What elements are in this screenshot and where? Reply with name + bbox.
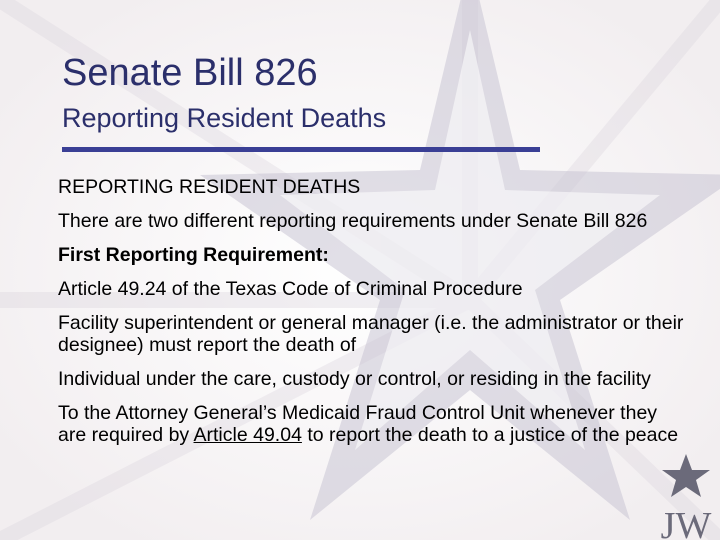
body-paragraph-3: Article 49.24 of the Texas Code of Criminal Procedure	[58, 278, 523, 300]
article-49-04-link[interactable]: Article 49.04	[193, 424, 302, 446]
slide-body	[58, 176, 688, 458]
body-paragraph-6-tail: to report the death to a justice of the peace	[301, 424, 679, 446]
body-paragraph-2: First Reporting Requirement:	[58, 244, 329, 266]
body-paragraph-4: Facility superintendent or general manager (i.e. the administrator or their designee) must report the death of	[58, 312, 684, 356]
body-heading: REPORTING RESIDENT DEATHS	[58, 176, 361, 198]
logo-text: JW	[660, 505, 712, 540]
body-paragraph-5: Individual under the care, custody or control, or residing in the facility	[58, 368, 651, 390]
body-paragraph-6-text: To the Attorney General’s Medicaid Fraud Control Unit whenever they are required by	[58, 402, 658, 446]
jw-logo	[652, 452, 720, 540]
star-icon	[662, 454, 710, 497]
slide-title: Senate Bill 826	[62, 52, 318, 94]
title-divider	[62, 147, 540, 152]
slide-subtitle: Reporting Resident Deaths	[62, 103, 387, 133]
body-paragraph-6	[58, 402, 688, 446]
body-paragraph-1: There are two different reporting requirements under Senate Bill 826	[58, 210, 648, 232]
